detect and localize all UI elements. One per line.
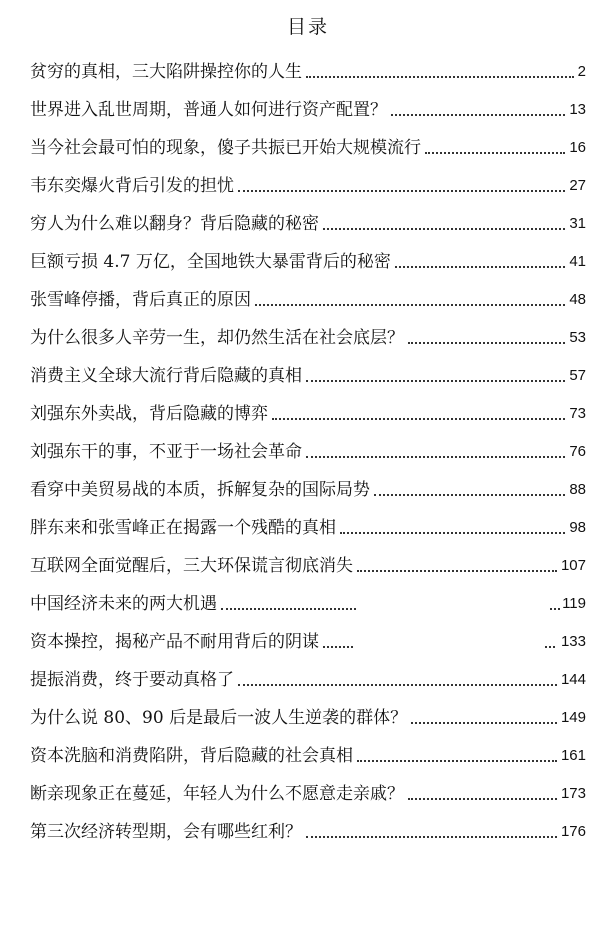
dot-leader bbox=[357, 570, 557, 572]
toc-entry-title: 为什么说 80、90 后是最后一波人生逆袭的群体？ bbox=[30, 708, 408, 728]
toc-entry[interactable] bbox=[30, 812, 586, 850]
toc-entry-title: 第三次经济转型期，会有哪些红利？ bbox=[30, 822, 302, 842]
toc-entry[interactable] bbox=[30, 166, 586, 204]
toc-entry[interactable] bbox=[30, 356, 586, 394]
toc-entry-title: 世界进入乱世周期，普通人如何进行资产配置？ bbox=[30, 100, 387, 120]
toc-entry-title: 韦东奕爆火背后引发的担忧 bbox=[30, 176, 234, 196]
toc-entry-page: 13 bbox=[569, 101, 586, 118]
toc-entry-title: 中国经济未来的两大机遇 bbox=[30, 594, 217, 614]
toc-entry[interactable] bbox=[30, 52, 586, 90]
toc-entry-page: 88 bbox=[569, 481, 586, 498]
toc-entry[interactable] bbox=[30, 698, 586, 736]
dot-leader bbox=[306, 380, 565, 382]
dot-leader bbox=[391, 114, 565, 116]
toc-list bbox=[30, 52, 586, 850]
toc-entry[interactable] bbox=[30, 470, 586, 508]
dot-leader bbox=[550, 608, 560, 610]
toc-entry-page: 73 bbox=[569, 405, 586, 422]
toc-entry-title: 刘强东外卖战，背后隐藏的博弈 bbox=[30, 404, 268, 424]
toc-entry-page: 31 bbox=[569, 215, 586, 232]
dot-leader bbox=[306, 76, 574, 78]
dot-leader bbox=[425, 152, 565, 154]
toc-entry-page: 48 bbox=[569, 291, 586, 308]
toc-entry[interactable] bbox=[30, 90, 586, 128]
toc-entry-page: 16 bbox=[569, 139, 586, 156]
toc-title: 目录 bbox=[286, 16, 329, 38]
toc-entry-title: 看穿中美贸易战的本质，拆解复杂的国际局势 bbox=[30, 480, 370, 500]
toc-entry-page: 2 bbox=[577, 63, 586, 80]
toc-entry[interactable] bbox=[30, 280, 586, 318]
toc-entry[interactable] bbox=[30, 508, 586, 546]
toc-entry-page: 144 bbox=[560, 671, 586, 688]
toc-entry[interactable] bbox=[30, 242, 586, 280]
dot-leader bbox=[411, 722, 557, 724]
toc-entry[interactable] bbox=[30, 204, 586, 242]
toc-entry-title: 资本洗脑和消费陷阱，背后隐藏的社会真相 bbox=[30, 746, 353, 766]
dot-leader bbox=[323, 646, 353, 648]
toc-entry-page: 107 bbox=[560, 557, 586, 574]
toc-entry[interactable] bbox=[30, 584, 586, 622]
toc-entry-title: 胖东来和张雪峰正在揭露一个残酷的真相 bbox=[30, 518, 336, 538]
toc-entry-title: 提振消费，终于要动真格了 bbox=[30, 670, 234, 690]
toc-entry-page: 53 bbox=[569, 329, 586, 346]
toc-entry-page: 57 bbox=[569, 367, 586, 384]
dot-leader bbox=[306, 836, 557, 838]
toc-entry[interactable] bbox=[30, 546, 586, 584]
dot-leader bbox=[221, 608, 356, 610]
toc-entry-title: 穷人为什么难以翻身？背后隐藏的秘密 bbox=[30, 214, 319, 234]
dot-leader bbox=[395, 266, 565, 268]
toc-entry-page: 173 bbox=[560, 785, 586, 802]
dot-leader bbox=[357, 760, 557, 762]
dot-leader bbox=[238, 190, 565, 192]
dot-leader bbox=[374, 494, 565, 496]
toc-entry[interactable] bbox=[30, 432, 586, 470]
toc-entry-page: 98 bbox=[569, 519, 586, 536]
toc-entry-title: 断亲现象正在蔓延，年轻人为什么不愿意走亲戚？ bbox=[30, 784, 404, 804]
toc-entry[interactable] bbox=[30, 736, 586, 774]
toc-entry-page: 176 bbox=[560, 823, 586, 840]
toc-entry[interactable] bbox=[30, 774, 586, 812]
toc-entry-title: 巨额亏损 4.7 万亿，全国地铁大暴雷背后的秘密 bbox=[30, 252, 391, 272]
dot-leader bbox=[323, 228, 565, 230]
dot-leader bbox=[408, 342, 565, 344]
toc-entry[interactable] bbox=[30, 394, 586, 432]
toc-entry-title: 当今社会最可怕的现象，傻子共振已开始大规模流行 bbox=[30, 138, 421, 158]
toc-entry[interactable] bbox=[30, 318, 586, 356]
dot-leader bbox=[238, 684, 557, 686]
toc-entry-page: 119 bbox=[562, 595, 586, 612]
toc-entry-page: 149 bbox=[560, 709, 586, 726]
toc-entry[interactable] bbox=[30, 622, 586, 660]
toc-entry-title: 资本操控，揭秘产品不耐用背后的阴谋 bbox=[30, 632, 319, 652]
dot-leader bbox=[545, 646, 555, 648]
toc-entry-page: 161 bbox=[560, 747, 586, 764]
dot-leader bbox=[340, 532, 565, 534]
dot-leader bbox=[272, 418, 565, 420]
dot-leader bbox=[408, 798, 557, 800]
toc-entry-title: 张雪峰停播，背后真正的原因 bbox=[30, 290, 251, 310]
toc-entry-title: 互联网全面觉醒后，三大环保谎言彻底消失 bbox=[30, 556, 353, 576]
toc-entry[interactable] bbox=[30, 660, 586, 698]
toc-entry[interactable] bbox=[30, 128, 586, 166]
toc-entry-page: 133 bbox=[560, 633, 586, 650]
toc-entry-title: 刘强东干的事，不亚于一场社会革命 bbox=[30, 442, 302, 462]
toc-entry-page: 41 bbox=[569, 253, 586, 270]
dot-leader bbox=[306, 456, 565, 458]
toc-entry-title: 贫穷的真相，三大陷阱操控你的人生 bbox=[30, 62, 302, 82]
toc-entry-title: 为什么很多人辛劳一生，却仍然生活在社会底层？ bbox=[30, 328, 404, 348]
toc-entry-title: 消费主义全球大流行背后隐藏的真相 bbox=[30, 366, 302, 386]
toc-entry-page: 76 bbox=[569, 443, 586, 460]
dot-leader bbox=[255, 304, 565, 306]
toc-entry-page: 27 bbox=[569, 177, 586, 194]
